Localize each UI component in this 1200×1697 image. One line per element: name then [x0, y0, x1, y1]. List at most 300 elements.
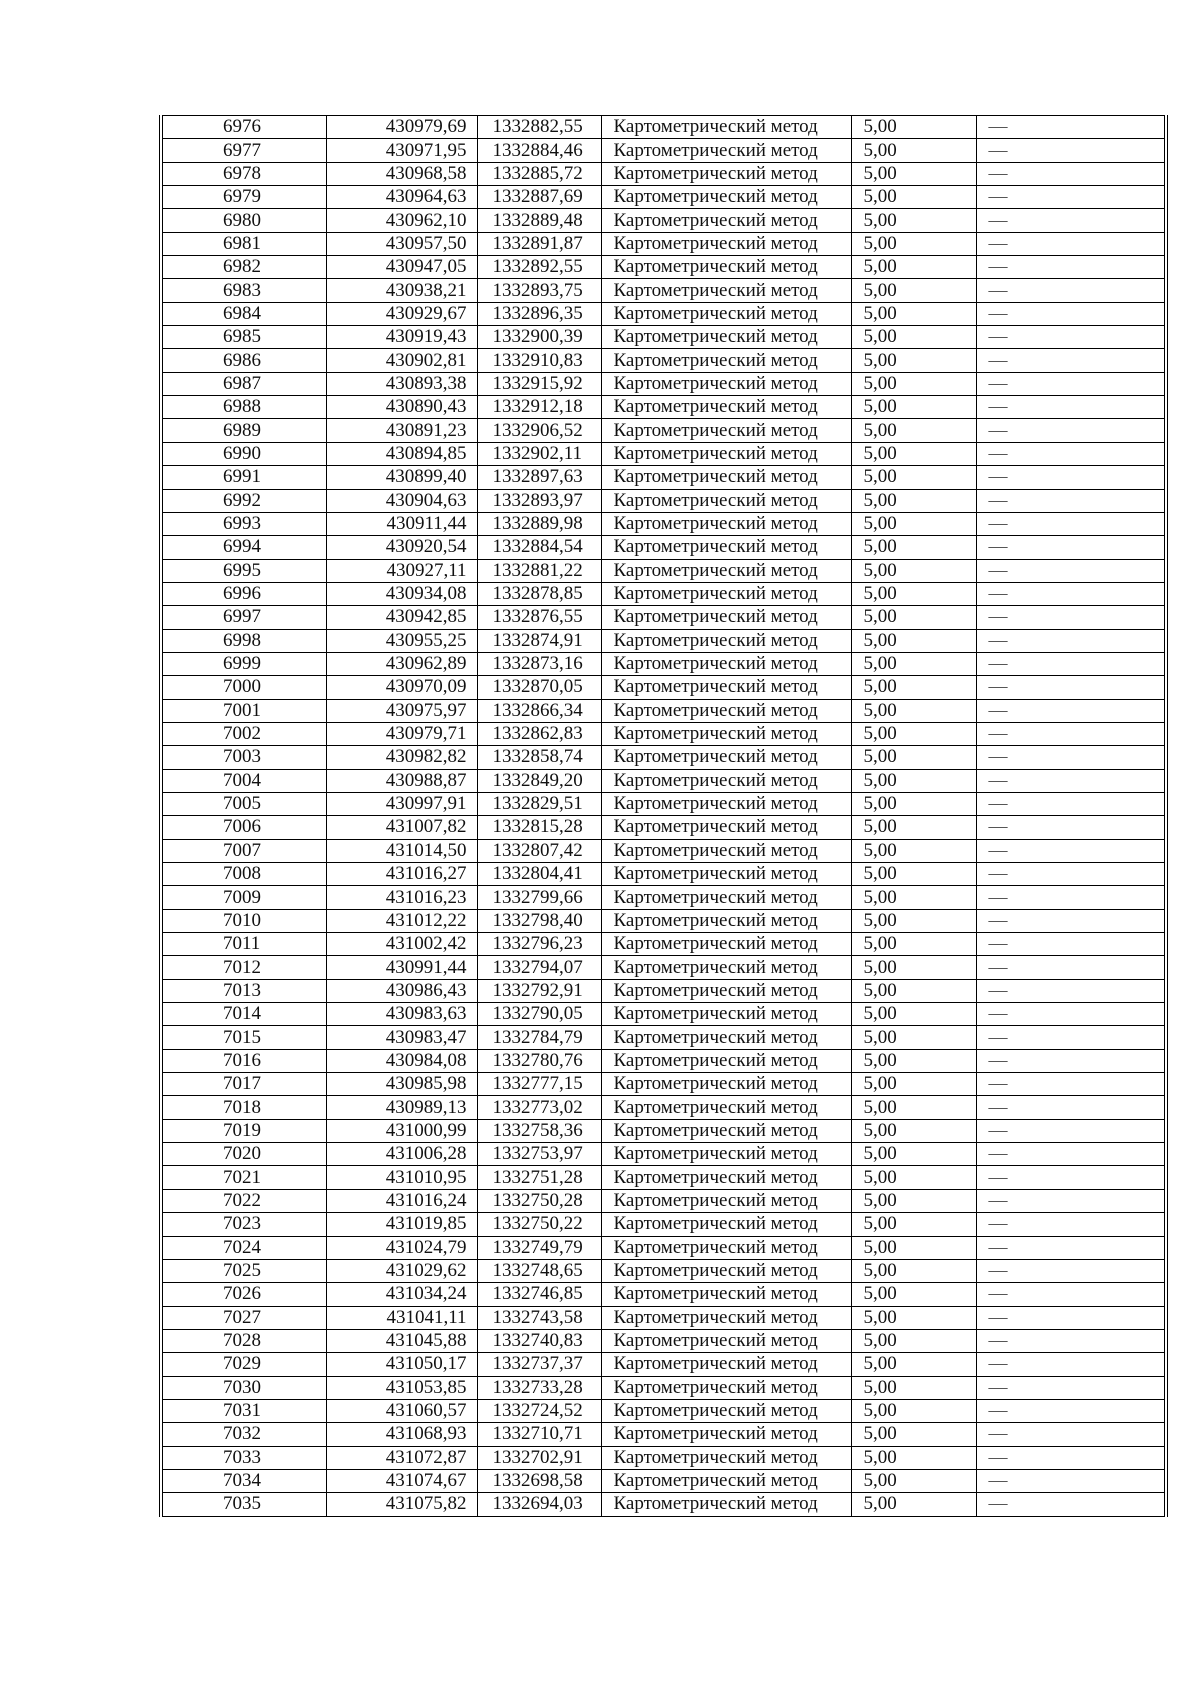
x-coordinate-cell: 431075,82 — [326, 1493, 477, 1516]
accuracy-cell: 5,00 — [851, 652, 976, 675]
y-coordinate-cell: 1332870,05 — [477, 676, 601, 699]
x-coordinate-cell: 430983,63 — [326, 1003, 477, 1026]
table-row — [161, 559, 1166, 582]
y-coordinate-cell: 1332749,79 — [477, 1236, 601, 1259]
method-cell: Картометрический метод — [601, 722, 851, 745]
method-cell: Картометрический метод — [601, 186, 851, 209]
note-cell: — — [976, 372, 1166, 395]
table-row — [161, 1049, 1166, 1072]
point-number-cell: 6987 — [161, 372, 326, 395]
y-coordinate-cell: 1332866,34 — [477, 699, 601, 722]
point-number-cell: 6989 — [161, 419, 326, 442]
table-row — [161, 1259, 1166, 1282]
accuracy-cell: 5,00 — [851, 1143, 976, 1166]
accuracy-cell: 5,00 — [851, 1353, 976, 1376]
note-cell: — — [976, 1259, 1166, 1282]
point-number-cell: 6995 — [161, 559, 326, 582]
x-coordinate-cell: 431060,57 — [326, 1399, 477, 1422]
table-row — [161, 1423, 1166, 1446]
method-cell: Картометрический метод — [601, 746, 851, 769]
accuracy-cell: 5,00 — [851, 979, 976, 1002]
y-coordinate-cell: 1332753,97 — [477, 1143, 601, 1166]
point-number-cell: 7021 — [161, 1166, 326, 1189]
accuracy-cell: 5,00 — [851, 746, 976, 769]
y-coordinate-cell: 1332900,39 — [477, 326, 601, 349]
accuracy-cell: 5,00 — [851, 606, 976, 629]
y-coordinate-cell: 1332884,46 — [477, 139, 601, 162]
point-number-cell: 6983 — [161, 279, 326, 302]
y-coordinate-cell: 1332902,11 — [477, 442, 601, 465]
x-coordinate-cell: 430970,09 — [326, 676, 477, 699]
point-number-cell: 6982 — [161, 256, 326, 279]
table-row — [161, 302, 1166, 325]
x-coordinate-cell: 431016,27 — [326, 863, 477, 886]
note-cell: — — [976, 1423, 1166, 1446]
method-cell: Картометрический метод — [601, 232, 851, 255]
method-cell: Картометрический метод — [601, 1003, 851, 1026]
x-coordinate-cell: 430947,05 — [326, 256, 477, 279]
accuracy-cell: 5,00 — [851, 396, 976, 419]
note-cell: — — [976, 326, 1166, 349]
note-cell: — — [976, 863, 1166, 886]
y-coordinate-cell: 1332777,15 — [477, 1073, 601, 1096]
note-cell: — — [976, 909, 1166, 932]
table-row — [161, 1446, 1166, 1469]
y-coordinate-cell: 1332862,83 — [477, 722, 601, 745]
x-coordinate-cell: 431000,99 — [326, 1119, 477, 1142]
note-cell: — — [976, 232, 1166, 255]
method-cell: Картометрический метод — [601, 1189, 851, 1212]
x-coordinate-cell: 431050,17 — [326, 1353, 477, 1376]
x-coordinate-cell: 430962,10 — [326, 209, 477, 232]
method-cell: Картометрический метод — [601, 1236, 851, 1259]
accuracy-cell: 5,00 — [851, 1446, 976, 1469]
y-coordinate-cell: 1332773,02 — [477, 1096, 601, 1119]
method-cell: Картометрический метод — [601, 839, 851, 862]
note-cell: — — [976, 1353, 1166, 1376]
note-cell: — — [976, 722, 1166, 745]
point-number-cell: 7014 — [161, 1003, 326, 1026]
x-coordinate-cell: 430964,63 — [326, 186, 477, 209]
point-number-cell: 7007 — [161, 839, 326, 862]
accuracy-cell: 5,00 — [851, 1236, 976, 1259]
note-cell: — — [976, 652, 1166, 675]
method-cell: Картометрический метод — [601, 536, 851, 559]
accuracy-cell: 5,00 — [851, 1213, 976, 1236]
accuracy-cell: 5,00 — [851, 582, 976, 605]
point-number-cell: 6992 — [161, 489, 326, 512]
point-number-cell: 7015 — [161, 1026, 326, 1049]
x-coordinate-cell: 430929,67 — [326, 302, 477, 325]
method-cell: Картометрический метод — [601, 1119, 851, 1142]
x-coordinate-cell: 430957,50 — [326, 232, 477, 255]
y-coordinate-cell: 1332893,97 — [477, 489, 601, 512]
point-number-cell: 7031 — [161, 1399, 326, 1422]
y-coordinate-cell: 1332750,22 — [477, 1213, 601, 1236]
x-coordinate-cell: 430982,82 — [326, 746, 477, 769]
method-cell: Картометрический метод — [601, 1423, 851, 1446]
point-number-cell: 7008 — [161, 863, 326, 886]
point-number-cell: 7010 — [161, 909, 326, 932]
note-cell: — — [976, 933, 1166, 956]
accuracy-cell: 5,00 — [851, 699, 976, 722]
x-coordinate-cell: 430962,89 — [326, 652, 477, 675]
note-cell: — — [976, 489, 1166, 512]
y-coordinate-cell: 1332784,79 — [477, 1026, 601, 1049]
point-number-cell: 7027 — [161, 1306, 326, 1329]
table-row — [161, 256, 1166, 279]
note-cell: — — [976, 816, 1166, 839]
method-cell: Картометрический метод — [601, 489, 851, 512]
accuracy-cell: 5,00 — [851, 1399, 976, 1422]
y-coordinate-cell: 1332737,37 — [477, 1353, 601, 1376]
method-cell: Картометрический метод — [601, 1049, 851, 1072]
table-row — [161, 536, 1166, 559]
method-cell: Картометрический метод — [601, 1469, 851, 1492]
y-coordinate-cell: 1332891,87 — [477, 232, 601, 255]
y-coordinate-cell: 1332758,36 — [477, 1119, 601, 1142]
note-cell: — — [976, 1096, 1166, 1119]
y-coordinate-cell: 1332815,28 — [477, 816, 601, 839]
table-row — [161, 232, 1166, 255]
x-coordinate-cell: 431016,23 — [326, 886, 477, 909]
method-cell: Картометрический метод — [601, 909, 851, 932]
accuracy-cell: 5,00 — [851, 1469, 976, 1492]
method-cell: Картометрический метод — [601, 1329, 851, 1352]
x-coordinate-cell: 430904,63 — [326, 489, 477, 512]
accuracy-cell: 5,00 — [851, 116, 976, 139]
method-cell: Картометрический метод — [601, 956, 851, 979]
accuracy-cell: 5,00 — [851, 256, 976, 279]
table-row — [161, 372, 1166, 395]
accuracy-cell: 5,00 — [851, 769, 976, 792]
table-row — [161, 279, 1166, 302]
point-number-cell: 7018 — [161, 1096, 326, 1119]
point-number-cell: 6993 — [161, 512, 326, 535]
note-cell: — — [976, 256, 1166, 279]
point-number-cell: 6996 — [161, 582, 326, 605]
point-number-cell: 6986 — [161, 349, 326, 372]
accuracy-cell: 5,00 — [851, 1166, 976, 1189]
point-number-cell: 7000 — [161, 676, 326, 699]
point-number-cell: 6978 — [161, 162, 326, 185]
method-cell: Картометрический метод — [601, 372, 851, 395]
table-row — [161, 582, 1166, 605]
accuracy-cell: 5,00 — [851, 209, 976, 232]
point-number-cell: 6979 — [161, 186, 326, 209]
table-row — [161, 139, 1166, 162]
x-coordinate-cell: 430985,98 — [326, 1073, 477, 1096]
method-cell: Картометрический метод — [601, 1213, 851, 1236]
point-number-cell: 7024 — [161, 1236, 326, 1259]
table-row — [161, 1236, 1166, 1259]
method-cell: Картометрический метод — [601, 209, 851, 232]
y-coordinate-cell: 1332750,28 — [477, 1189, 601, 1212]
accuracy-cell: 5,00 — [851, 232, 976, 255]
point-number-cell: 7028 — [161, 1329, 326, 1352]
point-number-cell: 7012 — [161, 956, 326, 979]
accuracy-cell: 5,00 — [851, 1376, 976, 1399]
accuracy-cell: 5,00 — [851, 1119, 976, 1142]
y-coordinate-cell: 1332799,66 — [477, 886, 601, 909]
x-coordinate-cell: 431010,95 — [326, 1166, 477, 1189]
table-row — [161, 1026, 1166, 1049]
table-row — [161, 1376, 1166, 1399]
x-coordinate-cell: 430979,71 — [326, 722, 477, 745]
method-cell: Картометрический метод — [601, 559, 851, 582]
point-number-cell: 7002 — [161, 722, 326, 745]
point-number-cell: 7035 — [161, 1493, 326, 1516]
y-coordinate-cell: 1332906,52 — [477, 419, 601, 442]
y-coordinate-cell: 1332849,20 — [477, 769, 601, 792]
x-coordinate-cell: 430893,38 — [326, 372, 477, 395]
note-cell: — — [976, 419, 1166, 442]
note-cell: — — [976, 582, 1166, 605]
table-row — [161, 863, 1166, 886]
table-row — [161, 489, 1166, 512]
y-coordinate-cell: 1332807,42 — [477, 839, 601, 862]
accuracy-cell: 5,00 — [851, 1189, 976, 1212]
y-coordinate-cell: 1332780,76 — [477, 1049, 601, 1072]
y-coordinate-cell: 1332889,48 — [477, 209, 601, 232]
note-cell: — — [976, 1143, 1166, 1166]
note-cell: — — [976, 1329, 1166, 1352]
table-row — [161, 792, 1166, 815]
note-cell: — — [976, 1073, 1166, 1096]
table-row — [161, 162, 1166, 185]
table-row — [161, 839, 1166, 862]
x-coordinate-cell: 430986,43 — [326, 979, 477, 1002]
point-number-cell: 6998 — [161, 629, 326, 652]
point-number-cell: 7022 — [161, 1189, 326, 1212]
y-coordinate-cell: 1332746,85 — [477, 1283, 601, 1306]
accuracy-cell: 5,00 — [851, 722, 976, 745]
accuracy-cell: 5,00 — [851, 139, 976, 162]
accuracy-cell: 5,00 — [851, 1283, 976, 1306]
method-cell: Картометрический метод — [601, 1073, 851, 1096]
point-number-cell: 7013 — [161, 979, 326, 1002]
x-coordinate-cell: 430934,08 — [326, 582, 477, 605]
point-number-cell: 6981 — [161, 232, 326, 255]
table-row — [161, 419, 1166, 442]
accuracy-cell: 5,00 — [851, 372, 976, 395]
point-number-cell: 7025 — [161, 1259, 326, 1282]
x-coordinate-cell: 430983,47 — [326, 1026, 477, 1049]
accuracy-cell: 5,00 — [851, 1259, 976, 1282]
method-cell: Картометрический метод — [601, 1353, 851, 1376]
note-cell: — — [976, 1493, 1166, 1516]
table-row — [161, 909, 1166, 932]
method-cell: Картометрический метод — [601, 886, 851, 909]
method-cell: Картометрический метод — [601, 1376, 851, 1399]
x-coordinate-cell: 430971,95 — [326, 139, 477, 162]
x-coordinate-cell: 430955,25 — [326, 629, 477, 652]
x-coordinate-cell: 431034,24 — [326, 1283, 477, 1306]
method-cell: Картометрический метод — [601, 652, 851, 675]
method-cell: Картометрический метод — [601, 769, 851, 792]
y-coordinate-cell: 1332885,72 — [477, 162, 601, 185]
table-row — [161, 629, 1166, 652]
x-coordinate-cell: 431016,24 — [326, 1189, 477, 1212]
y-coordinate-cell: 1332702,91 — [477, 1446, 601, 1469]
x-coordinate-cell: 430920,54 — [326, 536, 477, 559]
y-coordinate-cell: 1332804,41 — [477, 863, 601, 886]
table-row — [161, 1493, 1166, 1516]
x-coordinate-cell: 430938,21 — [326, 279, 477, 302]
table-row — [161, 652, 1166, 675]
y-coordinate-cell: 1332897,63 — [477, 466, 601, 489]
method-cell: Картометрический метод — [601, 629, 851, 652]
method-cell: Картометрический метод — [601, 606, 851, 629]
x-coordinate-cell: 431053,85 — [326, 1376, 477, 1399]
x-coordinate-cell: 430890,43 — [326, 396, 477, 419]
accuracy-cell: 5,00 — [851, 1096, 976, 1119]
note-cell: — — [976, 1003, 1166, 1026]
table-row — [161, 1469, 1166, 1492]
note-cell: — — [976, 839, 1166, 862]
method-cell: Картометрический метод — [601, 1026, 851, 1049]
note-cell: — — [976, 302, 1166, 325]
table-row — [161, 1213, 1166, 1236]
table-row — [161, 722, 1166, 745]
table-row — [161, 396, 1166, 419]
note-cell: — — [976, 979, 1166, 1002]
method-cell: Картометрический метод — [601, 1493, 851, 1516]
note-cell: — — [976, 349, 1166, 372]
table-row — [161, 326, 1166, 349]
x-coordinate-cell: 430997,91 — [326, 792, 477, 815]
point-number-cell: 6991 — [161, 466, 326, 489]
x-coordinate-cell: 431072,87 — [326, 1446, 477, 1469]
point-number-cell: 7019 — [161, 1119, 326, 1142]
x-coordinate-cell: 431014,50 — [326, 839, 477, 862]
accuracy-cell: 5,00 — [851, 956, 976, 979]
accuracy-cell: 5,00 — [851, 1073, 976, 1096]
method-cell: Картометрический метод — [601, 139, 851, 162]
accuracy-cell: 5,00 — [851, 792, 976, 815]
note-cell: — — [976, 279, 1166, 302]
method-cell: Картометрический метод — [601, 256, 851, 279]
point-number-cell: 7026 — [161, 1283, 326, 1306]
method-cell: Картометрический метод — [601, 162, 851, 185]
note-cell: — — [976, 1026, 1166, 1049]
accuracy-cell: 5,00 — [851, 536, 976, 559]
note-cell: — — [976, 139, 1166, 162]
method-cell: Картометрический метод — [601, 396, 851, 419]
accuracy-cell: 5,00 — [851, 676, 976, 699]
x-coordinate-cell: 430894,85 — [326, 442, 477, 465]
accuracy-cell: 5,00 — [851, 1423, 976, 1446]
method-cell: Картометрический метод — [601, 1283, 851, 1306]
table-row — [161, 186, 1166, 209]
method-cell: Картометрический метод — [601, 979, 851, 1002]
table-row — [161, 886, 1166, 909]
point-number-cell: 7006 — [161, 816, 326, 839]
x-coordinate-cell: 431029,62 — [326, 1259, 477, 1282]
x-coordinate-cell: 430911,44 — [326, 512, 477, 535]
note-cell: — — [976, 1049, 1166, 1072]
coordinates-table — [159, 115, 1168, 1517]
accuracy-cell: 5,00 — [851, 1026, 976, 1049]
y-coordinate-cell: 1332796,23 — [477, 933, 601, 956]
y-coordinate-cell: 1332881,22 — [477, 559, 601, 582]
point-number-cell: 7005 — [161, 792, 326, 815]
x-coordinate-cell: 431068,93 — [326, 1423, 477, 1446]
point-number-cell: 7033 — [161, 1446, 326, 1469]
note-cell: — — [976, 792, 1166, 815]
accuracy-cell: 5,00 — [851, 349, 976, 372]
y-coordinate-cell: 1332912,18 — [477, 396, 601, 419]
x-coordinate-cell: 430991,44 — [326, 956, 477, 979]
note-cell: — — [976, 1399, 1166, 1422]
x-coordinate-cell: 431006,28 — [326, 1143, 477, 1166]
accuracy-cell: 5,00 — [851, 1306, 976, 1329]
point-number-cell: 7020 — [161, 1143, 326, 1166]
table-row — [161, 933, 1166, 956]
table-row — [161, 1283, 1166, 1306]
x-coordinate-cell: 430979,69 — [326, 116, 477, 139]
table-row — [161, 1189, 1166, 1212]
point-number-cell: 7009 — [161, 886, 326, 909]
method-cell: Картометрический метод — [601, 442, 851, 465]
method-cell: Картометрический метод — [601, 1259, 851, 1282]
note-cell: — — [976, 1306, 1166, 1329]
y-coordinate-cell: 1332887,69 — [477, 186, 601, 209]
method-cell: Картометрический метод — [601, 1446, 851, 1469]
x-coordinate-cell: 431002,42 — [326, 933, 477, 956]
note-cell: — — [976, 676, 1166, 699]
table-row — [161, 606, 1166, 629]
table-row — [161, 442, 1166, 465]
method-cell: Картометрический метод — [601, 863, 851, 886]
point-number-cell: 7030 — [161, 1376, 326, 1399]
y-coordinate-cell: 1332710,71 — [477, 1423, 601, 1446]
point-number-cell: 6984 — [161, 302, 326, 325]
table-row — [161, 466, 1166, 489]
y-coordinate-cell: 1332876,55 — [477, 606, 601, 629]
y-coordinate-cell: 1332874,91 — [477, 629, 601, 652]
method-cell: Картометрический метод — [601, 1143, 851, 1166]
method-cell: Картометрический метод — [601, 302, 851, 325]
note-cell: — — [976, 466, 1166, 489]
table-row — [161, 979, 1166, 1002]
point-number-cell: 6985 — [161, 326, 326, 349]
y-coordinate-cell: 1332889,98 — [477, 512, 601, 535]
point-number-cell: 7032 — [161, 1423, 326, 1446]
accuracy-cell: 5,00 — [851, 466, 976, 489]
point-number-cell: 7016 — [161, 1049, 326, 1072]
x-coordinate-cell: 431012,22 — [326, 909, 477, 932]
note-cell: — — [976, 1376, 1166, 1399]
x-coordinate-cell: 431041,11 — [326, 1306, 477, 1329]
y-coordinate-cell: 1332858,74 — [477, 746, 601, 769]
accuracy-cell: 5,00 — [851, 909, 976, 932]
x-coordinate-cell: 430927,11 — [326, 559, 477, 582]
note-cell: — — [976, 769, 1166, 792]
point-number-cell: 7017 — [161, 1073, 326, 1096]
note-cell: — — [976, 1213, 1166, 1236]
x-coordinate-cell: 430899,40 — [326, 466, 477, 489]
table-row — [161, 1003, 1166, 1026]
method-cell: Картометрический метод — [601, 1399, 851, 1422]
note-cell: — — [976, 1189, 1166, 1212]
point-number-cell: 7004 — [161, 769, 326, 792]
point-number-cell: 6990 — [161, 442, 326, 465]
x-coordinate-cell: 430902,81 — [326, 349, 477, 372]
note-cell: — — [976, 162, 1166, 185]
note-cell: — — [976, 629, 1166, 652]
point-number-cell: 6997 — [161, 606, 326, 629]
